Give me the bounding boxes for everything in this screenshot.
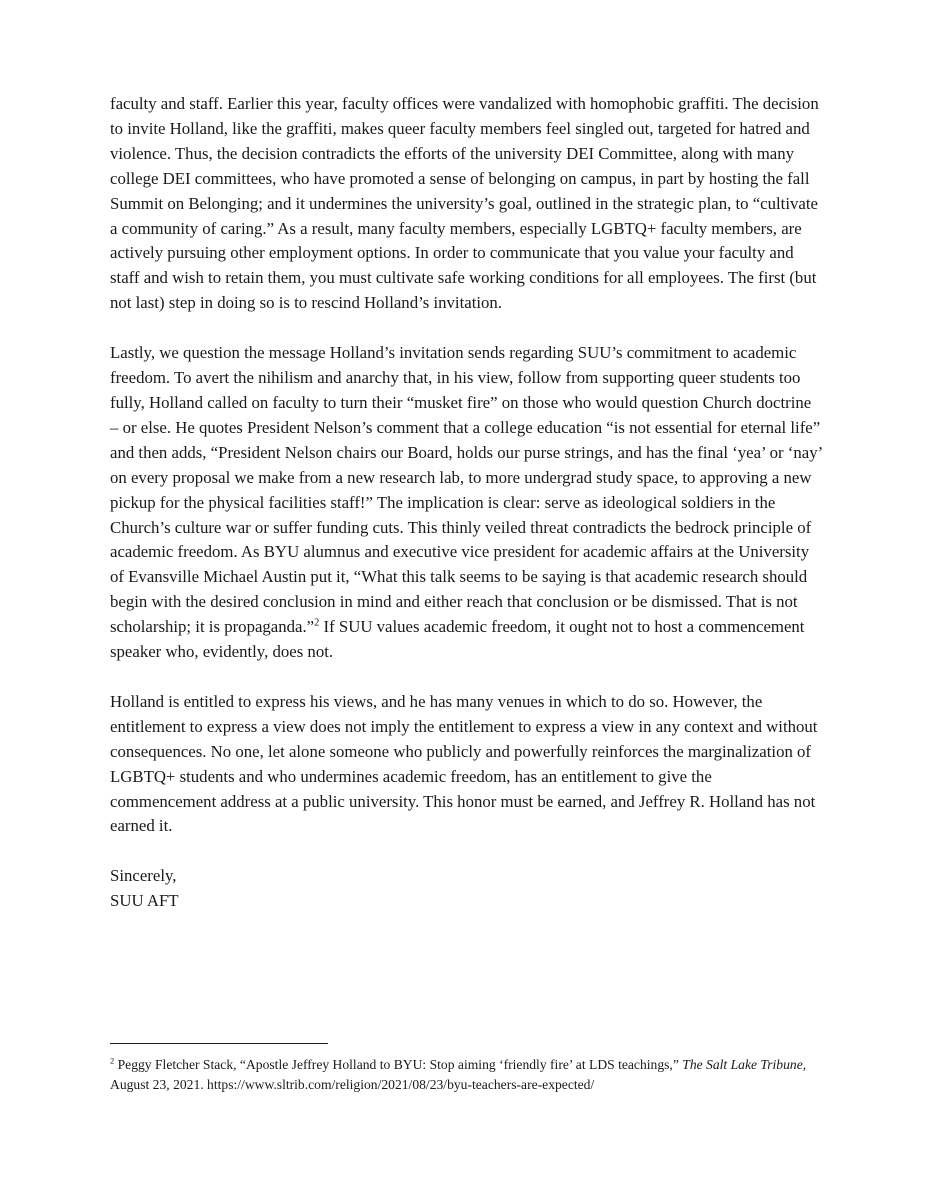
signature: SUU AFT: [110, 891, 179, 911]
paragraph-conclusion: Holland is entitled to express his views, and he has many venues in which to do so. However, the entitlement to express a view does not imply the entitlement to express a view in any context and without consequences. No one, let alone someone who publicly and powerfully reinforces the marginalization of LGBTQ+ students and who undermines academic freedom, has an entitlement to give the commencement address at a public university. This honor must be earned, and Jeffrey R. Holland has not earned it.: [110, 691, 818, 836]
paragraph-academic-freedom-text: Lastly, we question the message Holland’s invitation sends regarding SUU’s commitment to academic freedom. To avert the nihilism and anarchy that, in his view, follow from supporting queer students too fully, Holland called on faculty to turn their “musket fire” on those who would question Church doctrine – or else. He quotes President Nelson’s comment that a college education “is not essential for eternal life” and then adds, “President Nelson chairs our Board, holds our purse strings, and has the final ‘yea’ or ‘nay’ on every proposal we make from a new research lab, to more undergrad study space, to approving a new pickup for the physical facilities staff!” The implication is clear: serve as ideological soldiers in the Church’s culture war or suffer funding cuts. This thinly veiled threat contradicts the bedrock principle of academic freedom. As BYU alumnus and executive vice president for academic affairs at the University of Evansville Michael Austin put it, “What this talk seems to be saying is that academic research should begin with the desired conclusion in mind and either reach that conclusion or be dismissed. That is not scholarship; it is propaganda.”: [110, 343, 822, 637]
letter-body: [110, 92, 822, 914]
paragraph-faculty-safety: faculty and staff. Earlier this year, faculty offices were vandalized with homophobic graffiti. The decision to invite Holland, like the graffiti, makes queer faculty members feel singled out, targeted for hatred and violence. Thus, the decision contradicts the efforts of the university DEI Committee, along with many college DEI committees, who have promoted a sense of belonging on campus, in part by hosting the fall Summit on Belonging; and it undermines the university’s goal, outlined in the strategic plan, to “cultivate a community of caring.” As a result, many faculty members, especially LGBTQ+ faculty members, are actively pursuing other employment options. In order to communicate that you value your faculty and staff and wish to retain them, you must cultivate safe working conditions for all employees. The first (but not last) step in doing so is to rescind Holland’s invitation.: [110, 94, 819, 313]
paragraph-academic-freedom-text-end: If SUU values academic freedom, it ought not to host a commencement speaker who, evidently, does not.: [110, 617, 805, 662]
closing-salutation: Sincerely,: [110, 866, 177, 886]
footnote-citation-text: Peggy Fletcher Stack, “Apostle Jeffrey Holland to BYU: Stop aiming ‘friendly fire’ at LDS teachings,”: [114, 1057, 683, 1072]
footnote-date-url: , August 23, 2021. https://www.sltrib.com/religion/2021/08/23/byu-teachers-are-expected/: [110, 1057, 807, 1092]
footnote-marker: 2: [110, 1055, 115, 1066]
paragraph-academic-freedom: [110, 341, 822, 665]
footnote-divider: [110, 1043, 328, 1044]
footnote: [110, 1055, 830, 1095]
footnote-reference-marker: 2: [314, 617, 320, 629]
letter-closing: [110, 864, 822, 914]
footnote-publication: The Salt Lake Tribune: [682, 1057, 803, 1072]
